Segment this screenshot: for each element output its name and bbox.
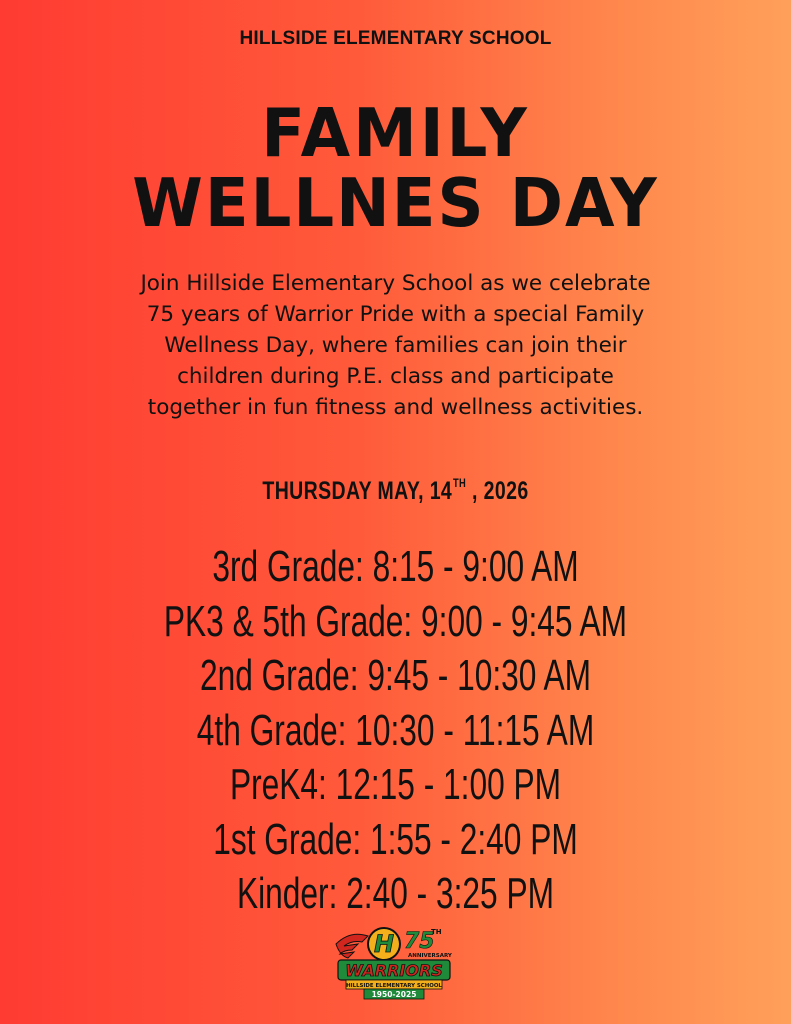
schedule-row: Kinder: 2:40 - 3:25 PM bbox=[237, 869, 554, 918]
event-date-ordinal: TH bbox=[452, 476, 467, 490]
intro-line: Wellness Day, where families can join their bbox=[164, 333, 627, 358]
logo-years: 1950-2025 bbox=[371, 990, 417, 999]
schedule-row: PreK4: 12:15 - 1:00 PM bbox=[229, 760, 562, 809]
event-date-day: THURSDAY MAY, 14 bbox=[262, 477, 453, 505]
intro-line: children during P.E. class and participate bbox=[177, 364, 614, 389]
schedule-row: 2nd Grade: 9:45 - 10:30 AM bbox=[200, 651, 591, 700]
schedule-row: 4th Grade: 10:30 - 11:15 AM bbox=[196, 705, 595, 755]
schedule-row: PK3 & 5th Grade: 9:00 - 9:45 AM bbox=[163, 596, 628, 646]
logo-number-ordinal: TH bbox=[431, 928, 442, 936]
logo-number: 75 bbox=[404, 929, 435, 954]
intro-paragraph bbox=[40, 268, 751, 423]
event-title-line-1: FAMILY bbox=[261, 95, 530, 173]
intro-line: together in fun fitness and wellness activities. bbox=[147, 395, 644, 420]
event-title-line-2: WELLNES DAY bbox=[132, 165, 659, 243]
logo-anniversary: ANNIVERSARY bbox=[408, 953, 452, 959]
logo-team-name: WARRIORS bbox=[345, 961, 443, 980]
logo-school-name: HILLSIDE ELEMENTARY SCHOOL bbox=[346, 983, 442, 989]
intro-line: 75 years of Warrior Pride with a special Family bbox=[146, 302, 645, 327]
schedule-row: 1st Grade: 1:55 - 2:40 PM bbox=[213, 814, 578, 864]
grade-schedule bbox=[0, 540, 791, 922]
event-date bbox=[87, 476, 704, 506]
event-date-year: , 2026 bbox=[466, 477, 529, 505]
warriors-75th-anniversary-logo-icon bbox=[332, 922, 458, 1002]
schedule-row: 3rd Grade: 8:15 - 9:00 AM bbox=[212, 542, 579, 591]
intro-line: Join Hillside Elementary School as we celebrate bbox=[140, 271, 651, 296]
school-name: HILLSIDE ELEMENTARY SCHOOL bbox=[239, 28, 552, 49]
logo-letter: H bbox=[373, 930, 395, 958]
